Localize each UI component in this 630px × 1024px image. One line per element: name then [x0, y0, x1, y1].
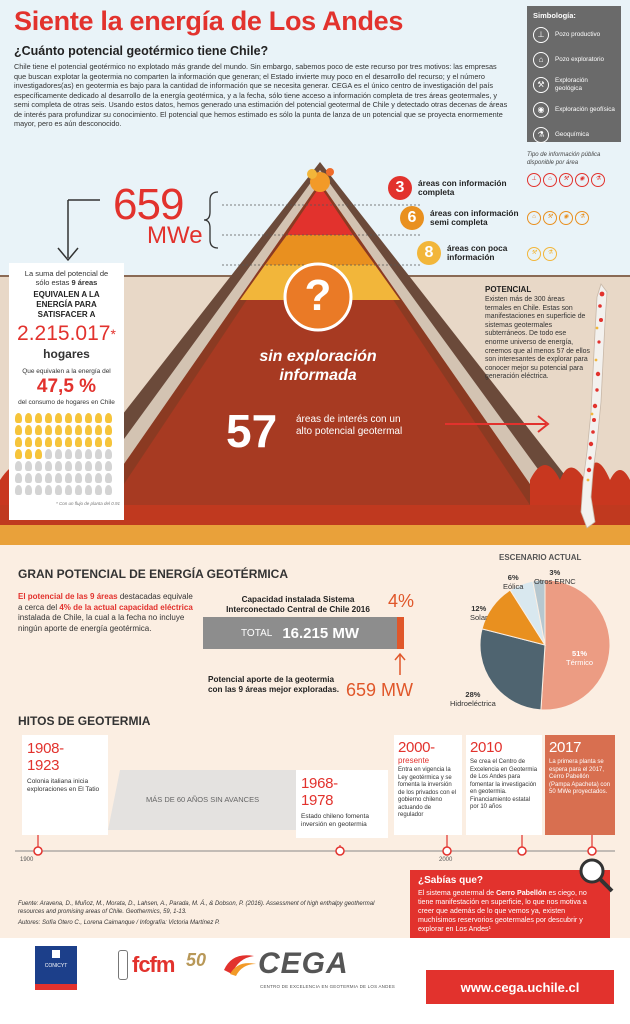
households-footnote: * Con un flujo de planta del 0.91	[55, 501, 120, 506]
bulb-icon	[35, 473, 42, 483]
pie-value-eolica: 6%	[507, 573, 519, 582]
bulb-icon	[25, 425, 32, 435]
cega-subtitle: CENTRO DE EXCELENCIA EN GEOTERMIA DE LOS ANDES	[260, 984, 395, 989]
households-areas: 9 áreas	[71, 278, 98, 287]
gran-bold-2: 4% de la actual capacidad eléctrica	[59, 602, 193, 612]
households-asterisk: *	[110, 326, 116, 342]
sabias-text	[418, 889, 602, 934]
bulb-icon	[35, 461, 42, 471]
geophysics-icon: ◉	[533, 102, 549, 118]
hitos-title: HITOS DE GEOTERMIA	[18, 714, 151, 728]
bulb-icon	[55, 485, 62, 495]
event-year-2: presente	[398, 756, 430, 765]
bulb-icon	[95, 485, 102, 495]
gran-text-1: destacadas equivale a cerca del	[18, 592, 193, 612]
total-label: TOTAL	[241, 627, 273, 639]
bulb-icon	[25, 473, 32, 483]
event-text: La primera planta se espera para el 2017, Cerro Pabellón (Pampa Apacheta) con 50 MWe proyectados.	[549, 759, 611, 795]
hammer-icon: ⚒	[543, 211, 557, 225]
chart-title: ESCENARIO ACTUAL	[499, 553, 582, 562]
conicyt-label: CONICYT	[44, 963, 68, 969]
page-title: Siente la energía de Los Andes	[14, 6, 404, 36]
legend-label: Pozo productivo	[555, 30, 601, 38]
households-panel	[9, 263, 124, 520]
households-value-row	[9, 323, 124, 347]
event-card-2017	[545, 735, 615, 835]
bulb-icon	[35, 437, 42, 447]
households-equivalence-2: Que equivalen a la energía del	[22, 368, 111, 375]
legend-item-well	[533, 25, 615, 44]
bulb-icon	[25, 485, 32, 495]
bulb-icon	[75, 437, 82, 447]
potencial-text: Existen más de 300 áreas termales en Chile. Estas son manifestaciones en superficie de sistemas geotermales subterráneos. De todo ese enorme universo de energía, creemos que al menos 57 de ellos son interesantes de explorar para conocer mejor su potencial para generación eléctrica.	[485, 296, 590, 381]
up-arrow-icon	[393, 652, 407, 676]
event-text: Se crea el Centro de Excelencia en Geotermia de Los Andes para fomentar la investigación en geotermia. Financiamiento estatal por 10 años	[470, 759, 538, 810]
pie-label-solar	[470, 604, 488, 622]
authors: Autores: Sofía Otero C., Lorena Caimanque / Infografía: Victoria Martínez P.	[18, 920, 220, 926]
legend-label: Exploración geofísica	[555, 105, 615, 113]
bulb-icon	[35, 425, 42, 435]
gap-label: MÁS DE 60 AÑOS SIN AVANCES	[146, 795, 260, 804]
tier-number: 8	[417, 241, 441, 265]
bulb-icon	[35, 485, 42, 495]
bulb-icon	[95, 461, 102, 471]
pie-value-solar: 12%	[471, 604, 487, 613]
households-pct: 47,5 %	[36, 376, 97, 397]
tier-text: áreas con información semi completa	[430, 207, 519, 227]
bulb-icon	[105, 473, 112, 483]
legend-label: Pozo exploratorio	[555, 55, 605, 63]
bulb-icon	[85, 473, 92, 483]
conicyt-logo	[35, 946, 77, 990]
bulb-icon	[75, 449, 82, 459]
bulb-icon	[75, 473, 82, 483]
flask-icon: ⚗	[575, 211, 589, 225]
bulb-icon	[95, 413, 102, 423]
geophysics-icon: ◉	[559, 211, 573, 225]
pie-label-hidro	[450, 690, 496, 708]
bulb-icon	[65, 437, 72, 447]
bulb-icon	[95, 473, 102, 483]
tier-number: 6	[400, 206, 424, 230]
gran-bold-1: El potencial de las 9 áreas	[18, 592, 118, 601]
sin-exploracion-label: sin exploración informada	[259, 348, 377, 384]
areas-count: 57	[226, 405, 278, 457]
pie-label-eolica	[503, 573, 523, 591]
event-year: 2010	[470, 739, 503, 756]
pie-name-hidro: Hidroeléctrica	[450, 699, 496, 708]
bulb-icon	[105, 461, 112, 471]
bulb-icon	[85, 437, 92, 447]
gran-potencial-text	[18, 592, 198, 634]
geothermal-share-bar	[397, 617, 404, 649]
legend-item-hammer	[533, 75, 615, 94]
households-equivalence: EQUIVALEN A LA ENERGÍA PARA SATISFACER A	[33, 290, 100, 319]
bulb-icon	[75, 413, 82, 423]
tier-text: áreas con información completa	[418, 177, 507, 197]
pie-label-termico	[566, 649, 593, 667]
bulb-icon	[105, 485, 112, 495]
pie-slice-térmico	[541, 580, 610, 710]
well-icon: ⊥	[533, 27, 549, 43]
cega-logo: CEGA	[258, 947, 349, 980]
bulb-icon	[45, 461, 52, 471]
bulb-icon	[25, 449, 32, 459]
legend-label: Geoquímica	[555, 130, 589, 138]
sabias-text-a: El sistema geotermal de	[418, 889, 497, 897]
households-intro-text: La suma del potencial de sólo estas	[24, 269, 109, 287]
icons-row-semi	[527, 211, 622, 225]
flask-icon: ⚗	[591, 173, 605, 187]
question-mark: ?	[304, 271, 332, 320]
sabias-bold: Cerro Pabellón	[496, 889, 547, 897]
legend-title: Simbología:	[533, 11, 576, 20]
bulb-icon	[105, 437, 112, 447]
legend-label: Exploración geológica	[555, 77, 588, 92]
bulb-icon	[15, 449, 22, 459]
magnifier-icon	[576, 855, 616, 895]
capacity-title: Capacidad instalada Sistema Interconectado Central de Chile 2016	[226, 595, 370, 614]
legend-item-geophysics	[533, 100, 615, 119]
icons-row-complete	[527, 173, 622, 187]
event-year: 1968-1978	[301, 775, 338, 809]
mwe-value: 659	[113, 180, 184, 229]
drill-icon: ⌂	[543, 173, 557, 187]
legend-item-flask	[533, 125, 615, 144]
bulb-icon	[105, 449, 112, 459]
bulb-icon	[45, 413, 52, 423]
well-icon: ⊥	[527, 173, 541, 187]
bulb-icon	[65, 425, 72, 435]
source-citation: Fuente: Aravena, D., Muñoz, M., Morata, D., Lahsen, A., Parada, M. Á., & Dobson, P. (2016). Assessment of high enthalpy geothermal resources and promising areas of Chile. Geothermics, 59, 1-13.	[18, 901, 375, 915]
bulb-icon	[65, 461, 72, 471]
bulb-icon	[25, 437, 32, 447]
pie-name-otros: Otros ERNC	[534, 577, 576, 586]
bulb-icon	[65, 449, 72, 459]
bulb-grid	[15, 413, 124, 495]
event-year: 1908-1923	[27, 740, 64, 774]
tier-number: 3	[388, 176, 412, 200]
fcfm-logo: fcfm	[132, 952, 175, 977]
event-card-2000	[394, 735, 462, 835]
areas-text: áreas de interés con un alto potencial geotermal	[296, 414, 403, 437]
hammer-icon: ⚒	[527, 247, 541, 261]
info-type-label: Tipo de información pública disponible por área	[527, 152, 601, 166]
event-text: Entra en vigencia la Ley geotérmica y se fomenta la inversión de los privados con el gobierno chileno actuando de regulador	[398, 767, 457, 818]
bulb-icon	[95, 437, 102, 447]
hammer-icon: ⚒	[559, 173, 573, 187]
households-consumption: del consumo de hogares en Chile	[18, 399, 115, 406]
bulb-icon	[85, 413, 92, 423]
bulb-icon	[75, 425, 82, 435]
bulb-icon	[55, 449, 62, 459]
bulb-icon	[45, 449, 52, 459]
bulb-icon	[105, 425, 112, 435]
bulb-icon	[105, 413, 112, 423]
pie-name-eolica: Eólica	[503, 582, 524, 591]
bulb-icon	[65, 473, 72, 483]
pie-label-otros	[534, 568, 576, 586]
bulb-icon	[65, 485, 72, 495]
source-credits	[18, 900, 378, 927]
cega-swoosh-icon	[222, 950, 258, 978]
university-crest-icon	[118, 950, 128, 980]
capacity-total-bar	[203, 617, 404, 649]
bulb-icon	[15, 413, 22, 423]
hammer-icon: ⚒	[533, 77, 549, 93]
bulb-icon	[45, 437, 52, 447]
gran-potencial-title: GRAN POTENCIAL DE ENERGÍA GEOTÉRMICA	[18, 567, 289, 581]
households-intro	[9, 269, 124, 287]
households-value: 2.215.017	[17, 322, 111, 345]
bulb-icon	[35, 413, 42, 423]
page-subtitle: ¿Cuánto potencial geotérmico tiene Chile?	[14, 44, 269, 58]
bulb-icon	[85, 425, 92, 435]
geophysics-icon: ◉	[575, 173, 589, 187]
drill-icon: ⌂	[533, 52, 549, 68]
flask-icon: ⚗	[543, 247, 557, 261]
pie-value-hidro: 28%	[465, 690, 481, 699]
bulb-icon	[55, 413, 62, 423]
event-card-2010	[466, 735, 542, 835]
tier-semi	[400, 206, 525, 230]
aporte-text: Potencial aporte de la geotermia con las 9 áreas mejor exploradas.	[208, 675, 340, 694]
bulb-icon	[35, 449, 42, 459]
bulb-icon	[55, 473, 62, 483]
bulb-icon	[85, 485, 92, 495]
aporte-value: 659 MW	[346, 680, 414, 700]
bulb-icon	[75, 461, 82, 471]
bulb-icon	[15, 485, 22, 495]
sabias-title: ¿Sabías que?	[418, 875, 484, 886]
bulb-icon	[95, 449, 102, 459]
bulb-icon	[25, 413, 32, 423]
tier-poor	[417, 241, 522, 265]
anniversary-50-logo: 50	[186, 950, 207, 970]
drill-icon: ⌂	[527, 211, 541, 225]
capacity-pct: 4%	[388, 591, 415, 611]
potencial-title: POTENCIAL	[485, 285, 532, 294]
axis-label-1900: 1900	[20, 857, 34, 863]
bulb-icon	[55, 425, 62, 435]
mwe-unit: MWe	[147, 222, 203, 249]
bulb-icon	[55, 461, 62, 471]
event-text: Colonia italiana inicia exploraciones en El Tatio	[27, 778, 100, 794]
bulb-icon	[55, 437, 62, 447]
info-type-note	[527, 152, 622, 261]
tier-complete	[388, 176, 518, 200]
bulb-icon	[85, 461, 92, 471]
event-year: 2000-	[398, 739, 435, 756]
icons-row-poor	[527, 247, 622, 261]
flask-icon: ⚗	[533, 127, 549, 143]
bulb-icon	[15, 461, 22, 471]
event-card-1968	[296, 770, 388, 838]
bulb-icon	[15, 437, 22, 447]
potencial-block	[485, 285, 590, 382]
pie-name-termico: Térmico	[566, 658, 594, 667]
bulb-icon	[15, 425, 22, 435]
bulb-icon	[15, 473, 22, 483]
households-label: hogares	[43, 347, 90, 361]
bulb-icon	[65, 413, 72, 423]
website-link[interactable]: www.cega.uchile.cl	[426, 970, 614, 1004]
pie-name-solar: Solar	[470, 613, 488, 622]
tier-text: áreas con poca información	[447, 242, 508, 262]
pie-value-otros: 3%	[549, 568, 561, 577]
legend-item-drill	[533, 50, 615, 69]
bulb-icon	[75, 485, 82, 495]
axis-label-2000: 2000	[439, 857, 453, 863]
event-text: Estado chileno fomenta inversión en geotermia	[301, 813, 369, 829]
bulb-icon	[45, 473, 52, 483]
sabias-text-b: es ciego, no tiene manifestación en superficie, lo que nos motiva a creer que además de lo que vemos ya, existen muchísimos reservorios geotermales por descubrir y explorar en Los Andes¹	[418, 889, 587, 933]
event-year: 2017	[549, 739, 582, 756]
bulb-icon	[95, 425, 102, 435]
bulb-icon	[25, 461, 32, 471]
symbology-legend	[527, 6, 621, 142]
gran-text-2: instalada de Chile, la cual a la fecha no incluye ningún aporte de energía geotérmica.	[18, 613, 185, 633]
intro-paragraph: Chile tiene el potencial geotérmico no explotado más grande del mundo. Sin embargo, sabemos poco de este recurso por tres motivos: las empresas que buscan explotar la geotermia no comparten la información que generan; el Estado invierte muy poco en el desarrollo del recurso; y el número investigadores(as) en geotermia es bajo para la cantidad de información que se necesita generar. CEGA es el único centro de investigación del país específicamente dedicado al desarrollo de la energía geotérmica, y a la fecha, sólo tiene acceso a información completa de tres áreas geotermales, y semi completa de otras seis. Usando estos datos, hemos generado una estimación del potencial geotermal de Chile y detectado otras decenas de áreas de interés para profundizar su conocimiento. El potencial que hemos estimado es sólo la punta de lanza de un potencial que se proyecta enormemente mayor, pero es aún desconocido.	[14, 62, 508, 128]
bulb-icon	[45, 425, 52, 435]
bulb-icon	[45, 485, 52, 495]
event-card-1908	[22, 735, 108, 835]
bulb-icon	[85, 449, 92, 459]
total-value: 16.215 MW	[282, 624, 360, 642]
pie-value-termico: 51%	[572, 649, 588, 658]
